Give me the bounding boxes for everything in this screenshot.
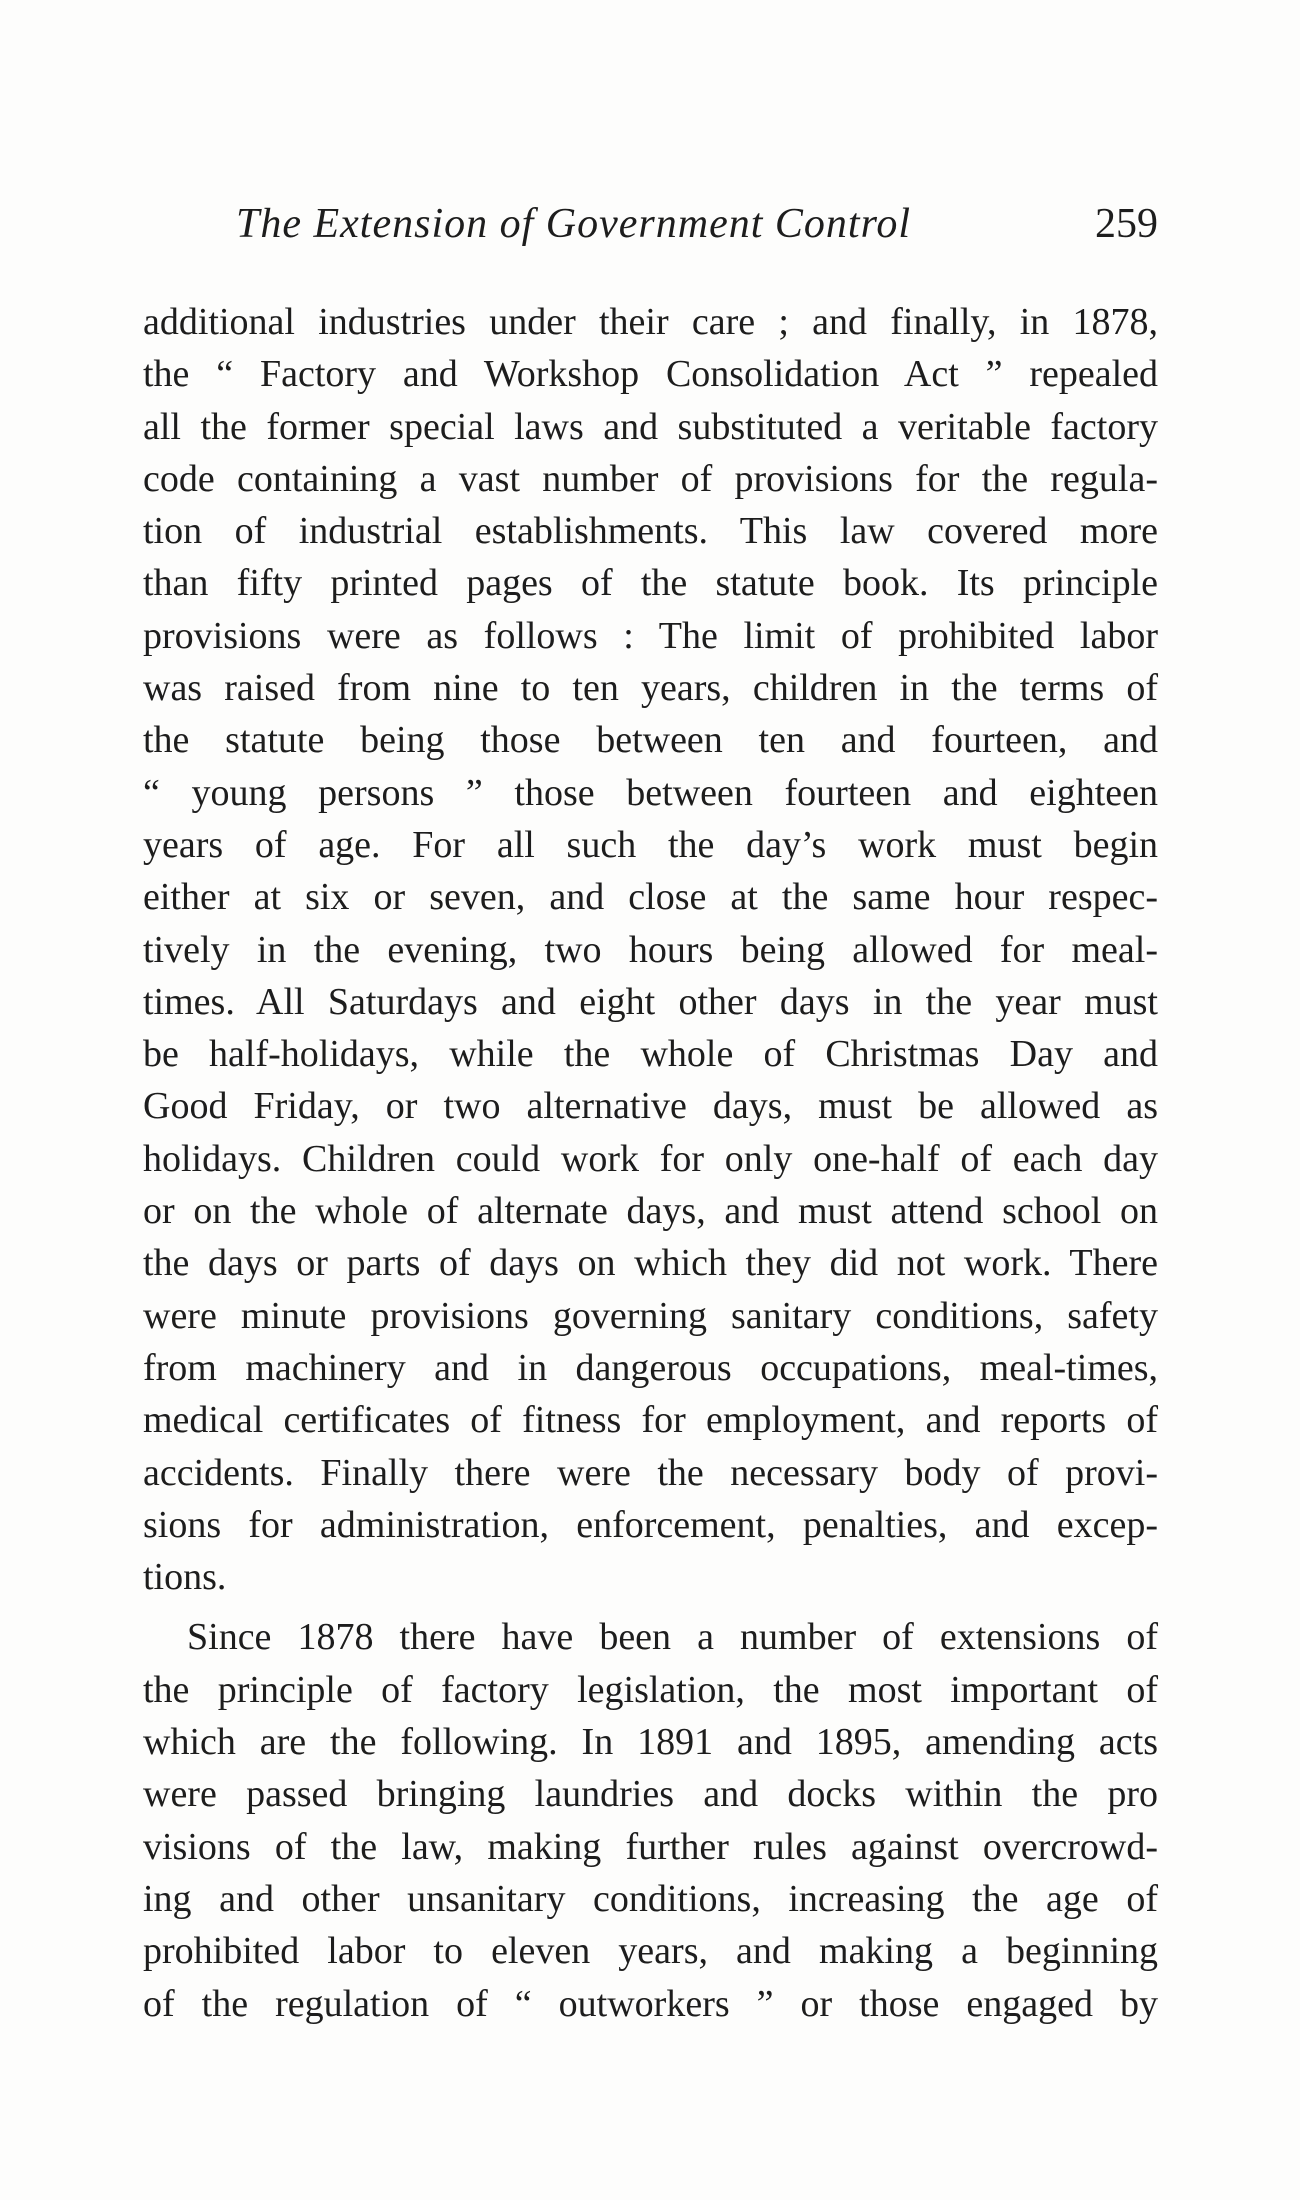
body-text [143,296,1158,2030]
text-line: ing and other unsanitary conditions, increasing the age of [143,1877,1158,1920]
text-line: code containing a vast number of provisions for the regula- [143,457,1158,500]
text-line: were minute provisions governing sanitary conditions, safety [143,1294,1158,1337]
text-line: Good Friday, or two alternative days, must be allowed as [143,1085,1158,1128]
text-line: tion of industrial establishments. This law covered more [143,510,1158,553]
text-line: than fifty printed pages of the statute book. Its principle [143,562,1158,605]
text-line: the principle of factory legislation, the most important of [143,1668,1158,1711]
text-line: all the former special laws and substituted a veritable factory [143,405,1158,448]
text-line: tively in the evening, two hours being allowed for meal- [143,928,1158,971]
text-line: the “ Factory and Workshop Consolidation Act ” repealed [143,353,1158,396]
text-line: years of age. For all such the day’s work must begin [143,823,1158,866]
text-line: “ young persons ” those between fourteen and eighteen [143,771,1158,814]
text-line: the statute being those between ten and fourteen, and [143,719,1158,762]
paragraph-gap [143,1603,1158,1611]
running-head [236,200,1158,256]
text-line: times. All Saturdays and eight other days in the year must [143,980,1158,1023]
text-line: was raised from nine to ten years, children in the terms of [143,667,1158,710]
text-line: tions. [143,1556,227,1599]
text-line: of the regulation of “ outworkers ” or those engaged by [143,1982,1158,2025]
text-line: were passed bringing laundries and docks within the pro [143,1773,1158,1816]
text-line: the days or parts of days on which they did not work. There [143,1242,1158,1285]
text-line: be half-holidays, while the whole of Christmas Day and [143,1033,1158,1076]
text-line: prohibited labor to eleven years, and making a beginning [143,1930,1158,1973]
text-line: which are the following. In 1891 and 1895, amending acts [143,1721,1158,1764]
text-line: visions of the law, making further rules against overcrowd- [143,1825,1158,1868]
running-head-title: The Extension of Government Control [236,201,912,247]
text-line: holidays. Children could work for only one-half of each day [143,1137,1158,1180]
text-line: or on the whole of alternate days, and must attend school on [143,1190,1158,1233]
text-line: accidents. Finally there were the necessary body of provi- [143,1451,1158,1494]
text-line: from machinery and in dangerous occupations, meal-times, [143,1346,1158,1389]
text-line: provisions were as follows : The limit of prohibited labor [143,614,1158,657]
text-line: sions for administration, enforcement, penalties, and excep- [143,1503,1158,1546]
text-line: Since 1878 there have been a number of extensions of [187,1616,1158,1659]
paragraph-2 [143,1611,1158,2029]
page-number: 259 [1095,201,1158,247]
paragraph-1 [143,296,1158,1603]
text-line: either at six or seven, and close at the same hour respec- [143,876,1158,919]
text-line: additional industries under their care ; and finally, in 1878, [143,301,1158,343]
text-line: medical certificates of fitness for employment, and reports of [143,1399,1158,1442]
